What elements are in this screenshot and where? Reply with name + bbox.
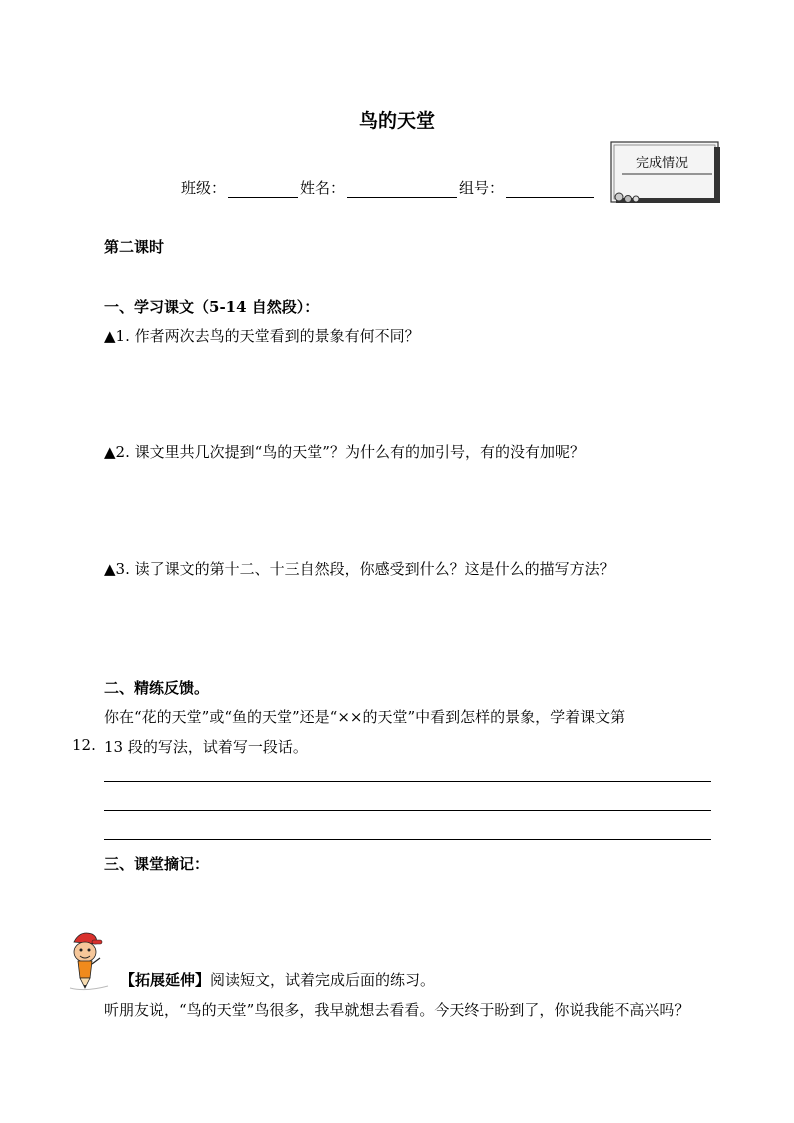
extension-text: 阅读短文，试着完成后面的练习。 — [210, 971, 436, 989]
extension-line — [120, 969, 435, 990]
group-label: 组号： — [459, 179, 505, 197]
name-label: 姓名： — [300, 179, 346, 197]
writing-line[interactable] — [104, 839, 711, 840]
section2-prompt-line1: 你在“花的天堂”或“鱼的天堂”还是“××的天堂”中看到怎样的景象，学着课文第 — [104, 708, 626, 726]
completion-badge-label: 完成情况 — [636, 156, 689, 171]
section2-prompt-line2: 13 段的写法，试着写一段话。 — [104, 738, 308, 756]
completion-badge — [610, 141, 721, 204]
lesson-label: 第二课时 — [104, 238, 165, 256]
name-field[interactable] — [347, 183, 457, 198]
section2-number: 12. — [72, 736, 96, 754]
writing-line[interactable] — [104, 781, 711, 782]
section3-heading: 三、课堂摘记： — [104, 855, 210, 873]
class-field[interactable] — [228, 183, 298, 198]
question-3: ▲3. 读了课文的第十二、十三自然段，你感受到什么？这是什么的描写方法？ — [104, 560, 615, 578]
section2-heading: 二、精练反馈。 — [104, 679, 210, 697]
extension-tag: 【拓展延伸】 — [120, 971, 211, 989]
question-2: ▲2. 课文里共几次提到“鸟的天堂”？为什么有的加引号，有的没有加呢？ — [104, 443, 585, 461]
extension-passage: 听朋友说，“鸟的天堂”鸟很多，我早就想去看看。今天终于盼到了，你说我能不高兴吗？ — [104, 1001, 690, 1019]
section1-heading: 一、学习课文（5-14 自然段）： — [104, 298, 320, 316]
group-field[interactable] — [506, 183, 594, 198]
writing-line[interactable] — [104, 810, 711, 811]
class-label: 班级： — [181, 179, 227, 197]
question-1: ▲1. 作者两次去鸟的天堂看到的景象有何不同？ — [104, 327, 420, 345]
pencil-mascot-icon — [66, 928, 114, 992]
page-title: 鸟的天堂 — [358, 110, 435, 132]
student-info-row — [181, 177, 596, 198]
completion-badge-frame — [610, 141, 721, 204]
